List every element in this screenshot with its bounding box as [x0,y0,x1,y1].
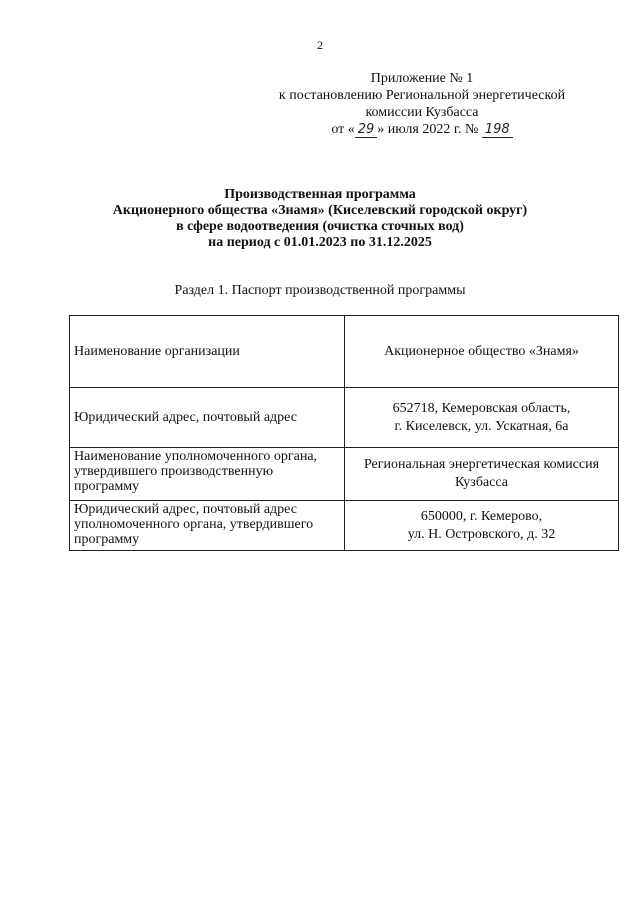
row-value-line-2: ул. Н. Островского, д. 32 [407,526,556,542]
table-row [70,388,619,448]
row-value [345,501,619,551]
row-value-line-1: 650000, г. Кемерово, [420,508,543,524]
row-label: Наименование организации [70,316,345,388]
appendix-resolution-line: к постановлению Региональной энергетической [278,88,566,103]
handwritten-number: 198 [482,122,513,138]
row-value [345,448,619,501]
title-line-1: Производственная программа [224,187,416,202]
table-row [70,501,619,551]
title-line-4: на период с 01.01.2023 по 31.12.2025 [208,235,432,250]
appendix-commission-line: комиссии Кузбасса [365,105,479,120]
passport-table [69,315,619,551]
row-label: Наименование уполномоченного органа, утвердившего производственную программу [70,448,345,501]
row-value-line-1: 652718, Кемеровская область, [392,400,571,416]
section-heading: Раздел 1. Паспорт производственной программы [174,283,466,298]
table-row [70,448,619,501]
row-value [345,316,619,388]
appendix-date-line [272,121,572,138]
row-value-line-2: г. Киселевск, ул. Ускатная, 6а [394,418,569,434]
row-label: Юридический адрес, почтовый адрес [70,388,345,448]
date-suffix: » июля 2022 г. № [377,122,479,137]
row-value-line-1: Региональная энергетическая комиссия [363,457,600,472]
title-line-3: в сфере водоотведения (очистка сточных вод) [176,219,464,234]
appendix-header [272,70,572,138]
row-label: Юридический адрес, почтовый адрес уполномоченного органа, утвердившего программу [70,501,345,551]
handwritten-date: 29 [355,122,378,138]
appendix-title: Приложение № 1 [370,71,474,86]
title-line-2: Акционерного общества «Знамя» (Киселевский городской округ) [112,203,528,218]
date-prefix: от « [331,122,355,137]
table-row [70,316,619,388]
page-number: 2 [317,38,323,52]
row-value-line-2: Кузбасса [455,475,508,490]
document-title [0,187,640,251]
row-value [345,388,619,448]
row-value-line-1: Акционерное общество «Знамя» [384,343,579,359]
